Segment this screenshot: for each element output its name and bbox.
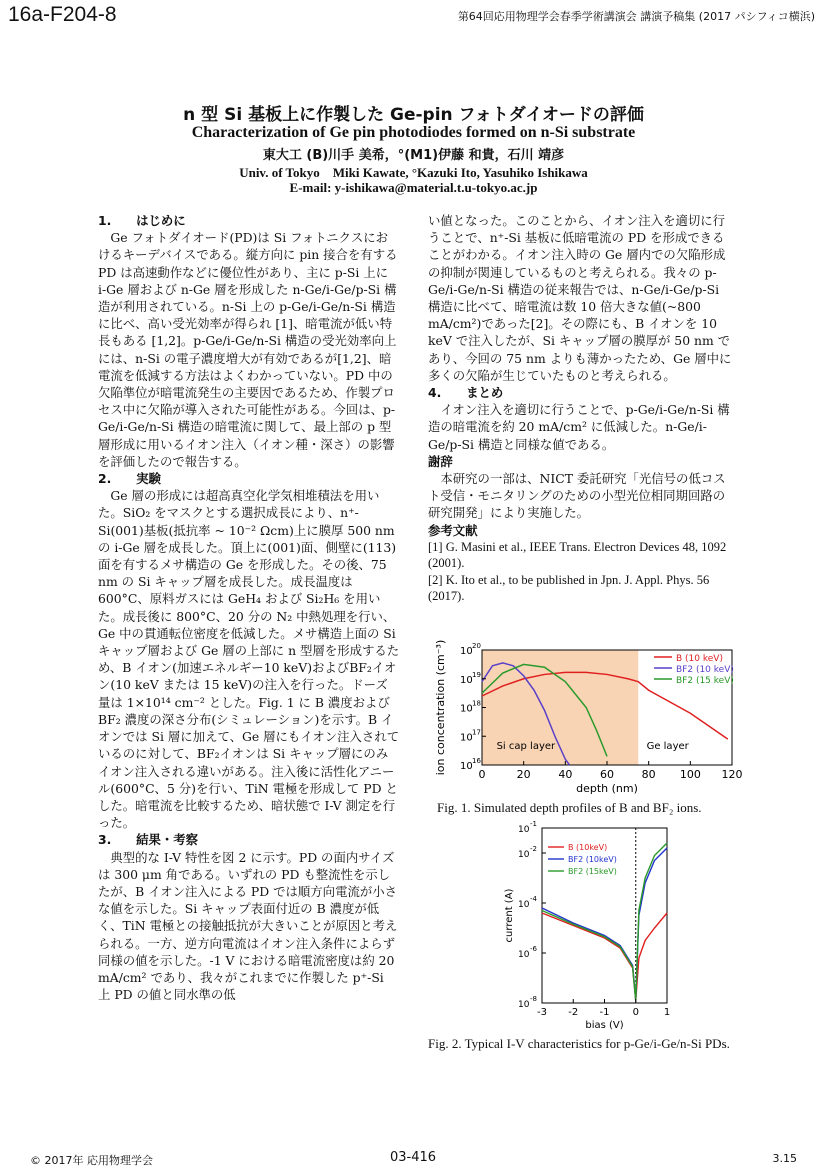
series-line-0	[542, 913, 667, 1001]
affiliation: Univ. of Tokyo Miki Kawate, °Kazuki Ito, Yasuhiko Ishikawa	[239, 165, 588, 180]
x-tick-label: 20	[516, 768, 531, 781]
reference-2: [2] K. Ito et al., to be published in Jpn. J. Appl. Phys. 56 (2017).	[428, 572, 710, 604]
y-tick-label: 10	[460, 646, 473, 657]
y-tick-label: 10	[518, 1000, 530, 1010]
x-tick-label: 120	[721, 768, 743, 781]
title-japanese: n 型 Si 基板上に作製した Ge-pin フォトダイオードの評価	[183, 105, 644, 125]
x-tick-label: 40	[558, 768, 573, 781]
references-title: 参考文献	[428, 522, 478, 538]
y-tick-label: 10	[518, 950, 530, 960]
section-2-body: Ge 層の形成には超高真空化学気相堆積法を用いた。SiO₂ をマスクとする選択成長により、n⁺-Si(001)基板(抵抗率 ~ 10⁻² Ωcm)上に膜厚 500 nm の i-Ge 層を成長した。頂上に(001)面、側壁に(113)面を有するメサ構造の Ge を形成した。その後、75 nm の Si キャップ層を成長した。成長温度は 600°C、原料ガスには GeH₄ および Si₂H₆ を用いた。成長後に 800°C、20 分の N₂ 中熱処理を行い、Ge 中の貫通転位密度を低減した。メサ構造上面の Si キャップ層および Ge 層の上部に n 型層を形成するため、B イオン(加速エネルギー10 keV)およびBF₂イオン(10 keV または 15 keV)の注入を行った。ドーズ量は 1×10¹⁴ cm⁻² とした。Fig. 1 に B 濃度および BF₂ 濃度の深さ分布(シミュレーション)を示す。B イオンでは Si 層に加えて、Ge 層にもイオン注入されているのに対して、BF₂イオンは Si キャップ層にのみイオン注入される違いがある。注入後に活性化アニール(600°C、5 分)を行い、TiN 電極を形成して PD とした。暗電流を比較するため、暗状態で I-V 測定を行った。	[98, 488, 400, 831]
figure-2-chart	[500, 820, 680, 1035]
legend-label-1: BF2 (10keV)	[568, 855, 617, 864]
x-tick-label: -2	[568, 1007, 579, 1018]
y-tick-label: 10	[518, 900, 530, 910]
right-column	[428, 212, 732, 605]
title-english: Characterization of Ge pin photodiodes formed on n-Si substrate	[191, 124, 636, 141]
annotation-ge-layer: Ge layer	[646, 741, 689, 753]
left-column	[98, 212, 400, 1003]
section-3-title: 3. 結果・考察	[98, 832, 199, 848]
y-axis-label: ion concentration (cm⁻³)	[434, 640, 447, 776]
section-4-title: 4. まとめ	[428, 385, 504, 401]
figure-2-caption: Fig. 2. Typical I-V characteristics for p-Ge/i-Ge/n-Si PDs.	[428, 1036, 730, 1051]
section-1-title: 1. はじめに	[98, 213, 186, 228]
section-4-body: イオン注入を適切に行うことで、p-Ge/i-Ge/n-Si 構造の暗電流を約 20 mA/cm² に低減した。n-Ge/i-Ge/p-Si 構造と同様な値である。	[428, 402, 730, 452]
y-tick-exponent: -6	[530, 945, 537, 953]
y-axis-label: current (A)	[504, 888, 515, 943]
y-tick-exponent: 20	[472, 642, 481, 650]
x-tick-label: 80	[641, 768, 656, 781]
section-1-body: Ge フォトダイオード(PD)は Si フォトニクスにおけるキーデバイスである。縦方向に pin 接合を有する PD は高速動作などに優位性があり、主に p-Si 上に i-Ge 層および n-Ge 層を形成した n-Ge/i-Ge/p-Si 構造が利用されている。n-Si 上の p-Ge/i-Ge/n-Si 構造に比べ、高い受光効率が得られ [1]、暗電流が低い特長もある [1,2]。p-Ge/i-Ge/n-Si 構造の受光効率向上には、n-Si の電子濃度増大が有効であるが[1,2]、暗電流を低減する方法はよくわかっていない。PD 中の欠陥準位が暗電流発生の主要因であるため、作製プロセス中に欠陥が導入された可能性がある。今回は、p-Ge/i-Ge/n-Si 構造の暗電流に関して、最上部の p 型層形成に用いるイオン注入（イオン種・深さ）の影響を評価したので報告する。	[98, 230, 398, 469]
legend-label-2: BF2 (15keV)	[568, 867, 617, 876]
y-tick-label: 10	[518, 850, 530, 860]
y-tick-exponent: 17	[472, 728, 481, 737]
section-2-title: 2. 実験	[98, 471, 161, 487]
y-tick-exponent: 19	[472, 670, 481, 679]
x-axis-label: depth (nm)	[576, 782, 638, 795]
legend-label-2: BF2 (15 keV)	[676, 676, 734, 686]
reference-1: [1] G. Masini et al., IEEE Trans. Electron Devices 48, 1092 (2001).	[428, 539, 727, 571]
x-tick-label: -3	[537, 1007, 547, 1018]
conference-name: 第64回応用物理学会春季学術講演会 講演予稿集 (2017 パシフィコ横浜)	[457, 10, 815, 23]
x-tick-label: 1	[663, 1007, 671, 1018]
y-tick-exponent: -4	[530, 895, 537, 903]
y-tick-label: 10	[518, 825, 530, 835]
x-axis-label: bias (V)	[585, 1020, 624, 1031]
y-tick-exponent: -2	[530, 845, 537, 853]
figure-1-caption: Fig. 1. Simulated depth profiles of B and BF₂ ions.	[437, 800, 702, 815]
x-tick-label: -1	[599, 1007, 610, 1018]
footer-page: 03-416	[390, 1150, 437, 1165]
y-tick-exponent: -8	[530, 995, 537, 1003]
authors-japanese: 東大工 (B)川手 美希，°(M1)伊藤 和貴，石川 靖彦	[262, 148, 565, 163]
x-tick-label: 0	[632, 1007, 639, 1018]
legend-label-0: B (10 keV)	[676, 654, 723, 664]
footer-number: 3.15	[772, 1152, 797, 1165]
paper-code: 16a-F204-8	[8, 3, 117, 26]
email: E-mail: y-ishikawa@material.t.u-tokyo.ac.jp	[289, 180, 538, 195]
x-tick-label: 100	[679, 768, 701, 781]
y-tick-exponent: -1	[530, 820, 537, 828]
legend-label-0: B (10keV)	[568, 843, 608, 852]
y-tick-label: 10	[460, 761, 473, 772]
section-3-body-left: 典型的な I-V 特性を図 2 に示す。PD の面内サイズは 300 μm 角である。いずれの PD も整流性を示したが、B イオン注入による PD では順方向電流が小さな値を示した。Si キャップ表面付近の B 濃度が低く、TiN 電極との接触抵抗が大きいことが原因と考えられる。一方、逆方向電流はイオン注入条件によらず同様の値を示した。-1 V における暗電流密度は約 20 mA/cm² であり、我々がこれまでに作製した p⁺-Si 上 PD の値と同水準の低	[98, 849, 398, 1003]
y-tick-label: 10	[460, 732, 473, 744]
footer-copyright: © 2017年 応用物理学会	[30, 1154, 153, 1167]
section-3-body-right: い値となった。このことから、イオン注入を適切に行うことで、n⁺-Si 基板に低暗電流の PD を形成できることがわかる。イオン注入時の Ge 層内での欠陥形成の抑制が関連しているものと考えられる。我々の p-Ge/i-Ge/n-Si 構造の従来報告では、n-Ge/i-Ge/p-Si 構造に比べて、暗電流は数 10 倍大きな値(~800 mA/cm²)であった[2]。その際にも、B イオンを 10 keV で注入したが、Si キャップ層の膜厚が 50 nm であり、今回の 75 nm よりも薄かったため、Ge 層中に多くの欠陥が生じていたものと考えられる。	[428, 213, 732, 383]
x-tick-label: 60	[600, 768, 614, 781]
x-tick-label: 0	[478, 768, 486, 781]
acknowledgment-body: 本研究の一部は、NICT 委託研究「光信号の低コスト受信・モニタリングのための小型光位相同期回路の研究開発」により実施した。	[428, 471, 726, 521]
acknowledgment-title: 謝辞	[428, 453, 453, 469]
annotation-si-cap: Si cap layer	[496, 741, 556, 753]
y-tick-exponent: 18	[472, 699, 481, 708]
figure-1-chart	[430, 640, 750, 800]
y-tick-label: 10	[460, 674, 473, 686]
y-tick-label: 10	[460, 703, 473, 715]
y-tick-exponent: 16	[472, 757, 481, 765]
legend-label-1: BF2 (10 keV)	[676, 665, 734, 675]
